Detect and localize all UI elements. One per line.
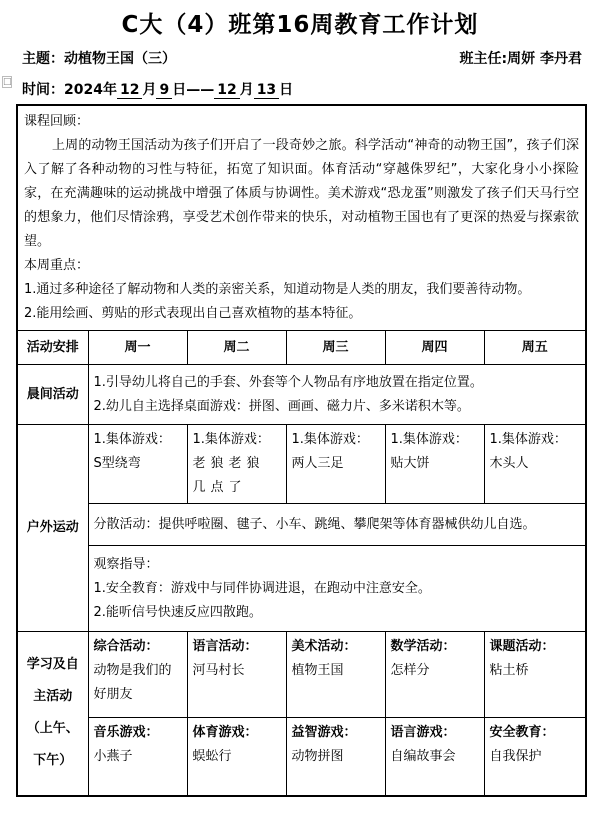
header-wednesday: 周三: [286, 331, 385, 365]
theme-value: 动植物王国（三）: [64, 51, 176, 67]
outdoor-guide-row: [17, 546, 586, 632]
game-title: 1.集体游戏：: [489, 432, 567, 447]
margin-marker-icon: □: [3, 77, 12, 87]
teachers: [460, 48, 582, 68]
study-cell-tuesday: [187, 632, 286, 718]
time-separator: ——: [186, 82, 215, 98]
game-title: 1.集体游戏：: [192, 432, 270, 447]
outdoor-game-thursday: [385, 425, 484, 504]
study-type: 益智游戏：: [291, 725, 357, 740]
header-monday: 周一: [88, 331, 187, 365]
study-name: 蜈蚣行: [192, 749, 232, 764]
game-title: 1.集体游戏：: [291, 432, 369, 447]
study-type: 体育游戏：: [192, 725, 258, 740]
time-day-unit-2: 日: [279, 82, 294, 98]
study-name: 植物王国: [291, 663, 344, 678]
guide-item: 1.安全教育：游戏中与同伴协调进退，在跑动中注意安全。: [93, 580, 431, 596]
teachers-label: 班主任:: [459, 51, 508, 67]
study-type: 数学活动：: [390, 639, 456, 654]
study-type: 音乐游戏：: [93, 725, 159, 740]
study-name: 自编故事会: [390, 749, 456, 764]
time-label: 时间：: [22, 82, 64, 98]
time-end-day: 13: [254, 82, 279, 99]
focus-item: 1.通过多种途径了解动物和人类的亲密关系，知道动物是人类的朋友，我们要善待动物。: [24, 282, 531, 297]
study-name: 动物拼图: [291, 749, 344, 764]
time-start-month: 12: [117, 82, 142, 99]
outdoor-free-row: [17, 504, 586, 546]
study-label-line: 下午）: [33, 753, 73, 769]
outdoor-label: 户外运动: [17, 425, 88, 632]
game-name: 两人三足: [291, 456, 344, 471]
outdoor-guide: [88, 546, 586, 632]
study-cell-thursday: [385, 718, 484, 796]
review-text: 上周的动物王国活动为孩子们开启了一段奇妙之旅。科学活动“神奇的动物王国”，孩子们深入了解了各种动物的习性与特征，拓宽了知识面。体育活动“穿越侏罗纪”，大家化身小小探险家，在充满趣味的运动挑战中增强了体质与协调性。美术游戏“恐龙蛋”则激发了孩子们天马行空的想象力，他们尽情涂鸦，享受艺术创作带来的快乐，对动植物王国也有了更深的热爱与探索欲望。: [24, 138, 580, 249]
study-label-line: （上午、: [26, 721, 79, 737]
morning-row: [17, 365, 586, 425]
outdoor-game-friday: [484, 425, 586, 504]
outdoor-game-tuesday: [187, 425, 286, 504]
time-row: [22, 79, 582, 99]
study-type: 语言活动：: [192, 639, 258, 654]
time-end-month: 12: [214, 82, 239, 99]
theme-label: 主题：: [22, 51, 64, 67]
study-cell-monday: [88, 632, 187, 718]
study-type: 语言游戏：: [390, 725, 456, 740]
study-row-1: [17, 632, 586, 718]
study-cell-wednesday: [286, 718, 385, 796]
review-label: 课程回顾：: [24, 114, 90, 129]
header-activity: 活动安排: [17, 331, 88, 365]
time-year-unit: 年: [102, 82, 117, 98]
study-cell-monday: [88, 718, 187, 796]
outdoor-game-wednesday: [286, 425, 385, 504]
game-name: 木头人: [489, 456, 529, 471]
study-cell-thursday: [385, 632, 484, 718]
study-label-line: 主活动: [33, 689, 73, 705]
game-name: 老狼老狼几点了: [192, 456, 265, 495]
study-type: 安全教育：: [489, 725, 555, 740]
study-cell-wednesday: [286, 632, 385, 718]
study-name: 小燕子: [93, 749, 133, 764]
theme-row: [22, 48, 582, 68]
game-name: S型绕弯: [93, 456, 141, 471]
morning-line: 2.幼儿自主选择桌面游戏：拼图、画画、磁力片、多米诺积木等。: [93, 398, 470, 414]
header-thursday: 周四: [385, 331, 484, 365]
study-name: 动物是我们的好朋友: [93, 663, 172, 702]
morning-content: [88, 365, 586, 425]
game-title: 1.集体游戏：: [390, 432, 468, 447]
guide-item: 2.能听信号快速反应四散跑。: [93, 604, 262, 620]
page-title: C大（4）班第16周教育工作计划: [121, 12, 479, 38]
morning-label: 晨间活动: [17, 365, 88, 425]
outdoor-free-play: 分散活动：提供呼啦圈、毽子、小车、跳绳、攀爬架等体育器械供幼儿自选。: [88, 504, 586, 546]
study-type: 综合活动：: [93, 639, 159, 654]
schedule-header-row: [17, 331, 586, 365]
review-cell: [17, 105, 586, 331]
focus-item: 2.能用绘画、剪贴的形式表现出自己喜欢植物的基本特征。: [24, 306, 362, 321]
study-name: 粘土桥: [489, 663, 529, 678]
study-type: 课题活动：: [489, 639, 555, 654]
time-year: 2024: [64, 82, 103, 98]
study-name: 自我保护: [489, 749, 542, 764]
teachers-value: 周妍 李丹君: [507, 51, 582, 67]
outdoor-games-row: [17, 425, 586, 504]
study-label-line: 学习及自: [26, 657, 79, 673]
time-month-unit: 月: [142, 82, 157, 98]
study-name: 怎样分: [390, 663, 430, 678]
study-name: 河马村长: [192, 663, 245, 678]
time-month-unit-2: 月: [239, 82, 254, 98]
study-cell-tuesday: [187, 718, 286, 796]
study-type: 美术活动：: [291, 639, 357, 654]
review-row: [17, 105, 586, 331]
time-day-unit: 日: [172, 82, 187, 98]
morning-line: 1.引导幼儿将自己的手套、外套等个人物品有序地放置在指定位置。: [93, 374, 483, 390]
game-name: 贴大饼: [390, 456, 430, 471]
study-cell-friday: [484, 718, 586, 796]
study-label: [17, 632, 88, 796]
focus-label: 本周重点：: [24, 258, 90, 273]
header-tuesday: 周二: [187, 331, 286, 365]
time-start-day: 9: [156, 82, 172, 99]
study-row-2: [17, 718, 586, 796]
game-title: 1.集体游戏：: [93, 432, 171, 447]
guide-label: 观察指导：: [93, 556, 159, 572]
outdoor-game-monday: [88, 425, 187, 504]
plan-table: [16, 104, 587, 797]
header-friday: 周五: [484, 331, 586, 365]
study-cell-friday: [484, 632, 586, 718]
